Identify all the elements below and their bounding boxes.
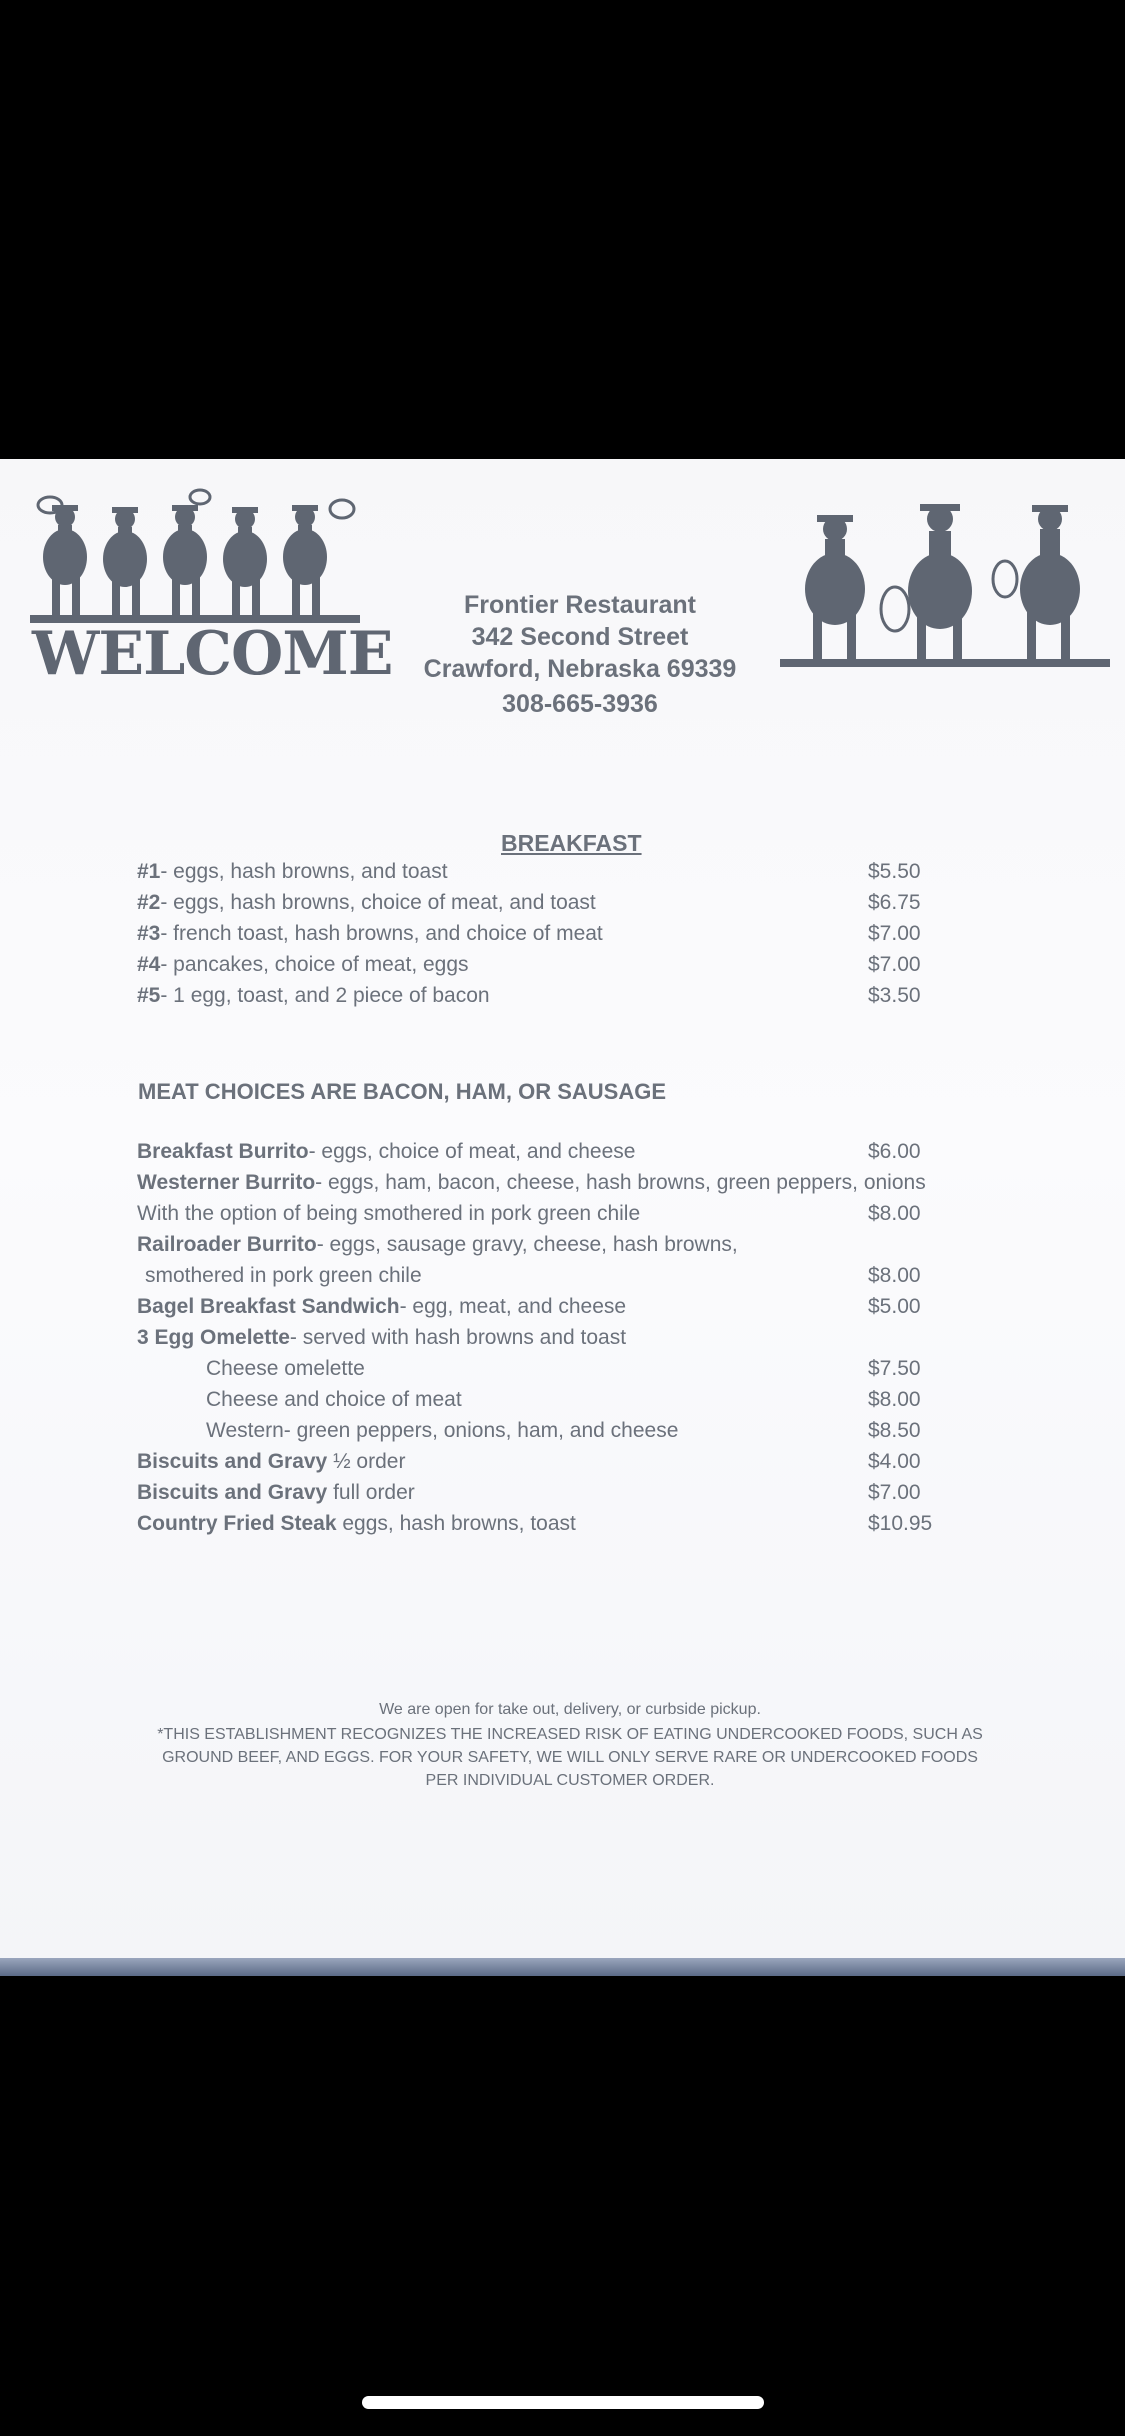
menu-item-row: Country Fried Steak eggs, hash browns, toast $10.95: [137, 1512, 933, 1535]
combo-row: #2- eggs, hash browns, choice of meat, and toast $6.75: [137, 891, 921, 914]
meat-choices-note: MEAT CHOICES ARE BACON, HAM, OR SAUSAGE: [138, 1079, 667, 1104]
menu-item-row: Biscuits and Gravy full order $7.00: [137, 1481, 921, 1504]
menu-item-row: Railroader Burrito- eggs, sausage gravy, cheese, hash browns,: [137, 1233, 738, 1256]
food-safety-warning-1: *THIS ESTABLISHMENT RECOGNIZES THE INCREASED RISK OF EATING UNDERCOOKED FOODS, SUCH AS: [157, 1726, 983, 1743]
price: $5.50: [868, 860, 921, 883]
section-title-breakfast: BREAKFAST: [501, 830, 642, 856]
price: $7.00: [868, 953, 921, 976]
paper-bottom-edge: [0, 1958, 1125, 1976]
price: $6.75: [868, 891, 921, 914]
menu-item-row: smothered in pork green chile $8.00: [145, 1264, 921, 1287]
price: $4.00: [868, 1450, 921, 1473]
menu-item-row: Biscuits and Gravy ½ order $4.00: [137, 1450, 921, 1473]
menu-item-row: With the option of being smothered in pork green chile $8.00: [137, 1202, 921, 1225]
restaurant-header: [390, 589, 770, 720]
cowboys-logo-right: [775, 479, 1115, 679]
price: $8.00: [868, 1202, 921, 1225]
rider-right-2-icon: [908, 504, 972, 663]
price: $6.00: [868, 1140, 921, 1163]
menu-item-row: Bagel Breakfast Sandwich- egg, meat, and cheese $5.00: [137, 1295, 921, 1318]
price: $5.00: [868, 1295, 921, 1318]
menu-footer: [130, 1701, 1010, 1792]
menu-item-row: Cheese omelette $7.50: [206, 1357, 921, 1380]
welcome-logo-text: WELCOME: [32, 619, 393, 689]
rider-4-icon: [223, 507, 267, 623]
rider-2-icon: [103, 507, 147, 623]
city-address: Crawford, Nebraska 69339: [423, 655, 737, 683]
price: $8.50: [868, 1419, 921, 1442]
price: $7.50: [868, 1357, 921, 1380]
rider-5-icon: [283, 505, 327, 623]
price: $10.95: [868, 1512, 933, 1535]
rider-3-icon: [163, 505, 207, 623]
combo-row: #5- 1 egg, toast, and 2 piece of bacon $3.50: [137, 984, 921, 1007]
food-safety-warning-2: GROUND BEEF, AND EGGS. FOR YOUR SAFETY, WE WILL ONLY SERVE RARE OR UNDERCOOKED FOODS: [162, 1749, 978, 1766]
combo-row: #4- pancakes, choice of meat, eggs $7.00: [137, 953, 921, 976]
combo-row: #3- french toast, hash browns, and choice of meat $7.00: [137, 922, 921, 945]
rider-right-3-icon: [1020, 505, 1080, 659]
price: $7.00: [868, 1481, 921, 1504]
menu-item-row: Cheese and choice of meat $8.00: [206, 1388, 921, 1411]
menu-paper: [0, 459, 1125, 1976]
price: $8.00: [868, 1264, 921, 1287]
price: $8.00: [868, 1388, 921, 1411]
combo-row: #1- eggs, hash browns, and toast $5.50: [137, 860, 921, 883]
street-address: 342 Second Street: [471, 623, 689, 651]
restaurant-name: Frontier Restaurant: [464, 591, 696, 619]
price: $3.50: [868, 984, 921, 1007]
rider-right-1-icon: [805, 515, 865, 659]
open-notice: We are open for take out, delivery, or curbside pickup.: [379, 1701, 761, 1718]
menu-item-row: Westerner Burrito- eggs, ham, bacon, cheese, hash browns, green peppers, onions: [137, 1171, 926, 1194]
menu-item-row: 3 Egg Omelette- served with hash browns and toast: [137, 1326, 627, 1349]
price: $7.00: [868, 922, 921, 945]
menu-item-row: Western- green peppers, onions, ham, and cheese $8.50: [206, 1419, 921, 1442]
menu-item-row: Breakfast Burrito- eggs, choice of meat, and cheese $6.00: [137, 1140, 921, 1163]
phone-number: 308-665-3936: [502, 690, 658, 718]
food-safety-warning-3: PER INDIVIDUAL CUSTOMER ORDER.: [425, 1772, 715, 1789]
home-indicator[interactable]: [362, 2396, 764, 2409]
rider-1-icon: [43, 505, 87, 622]
